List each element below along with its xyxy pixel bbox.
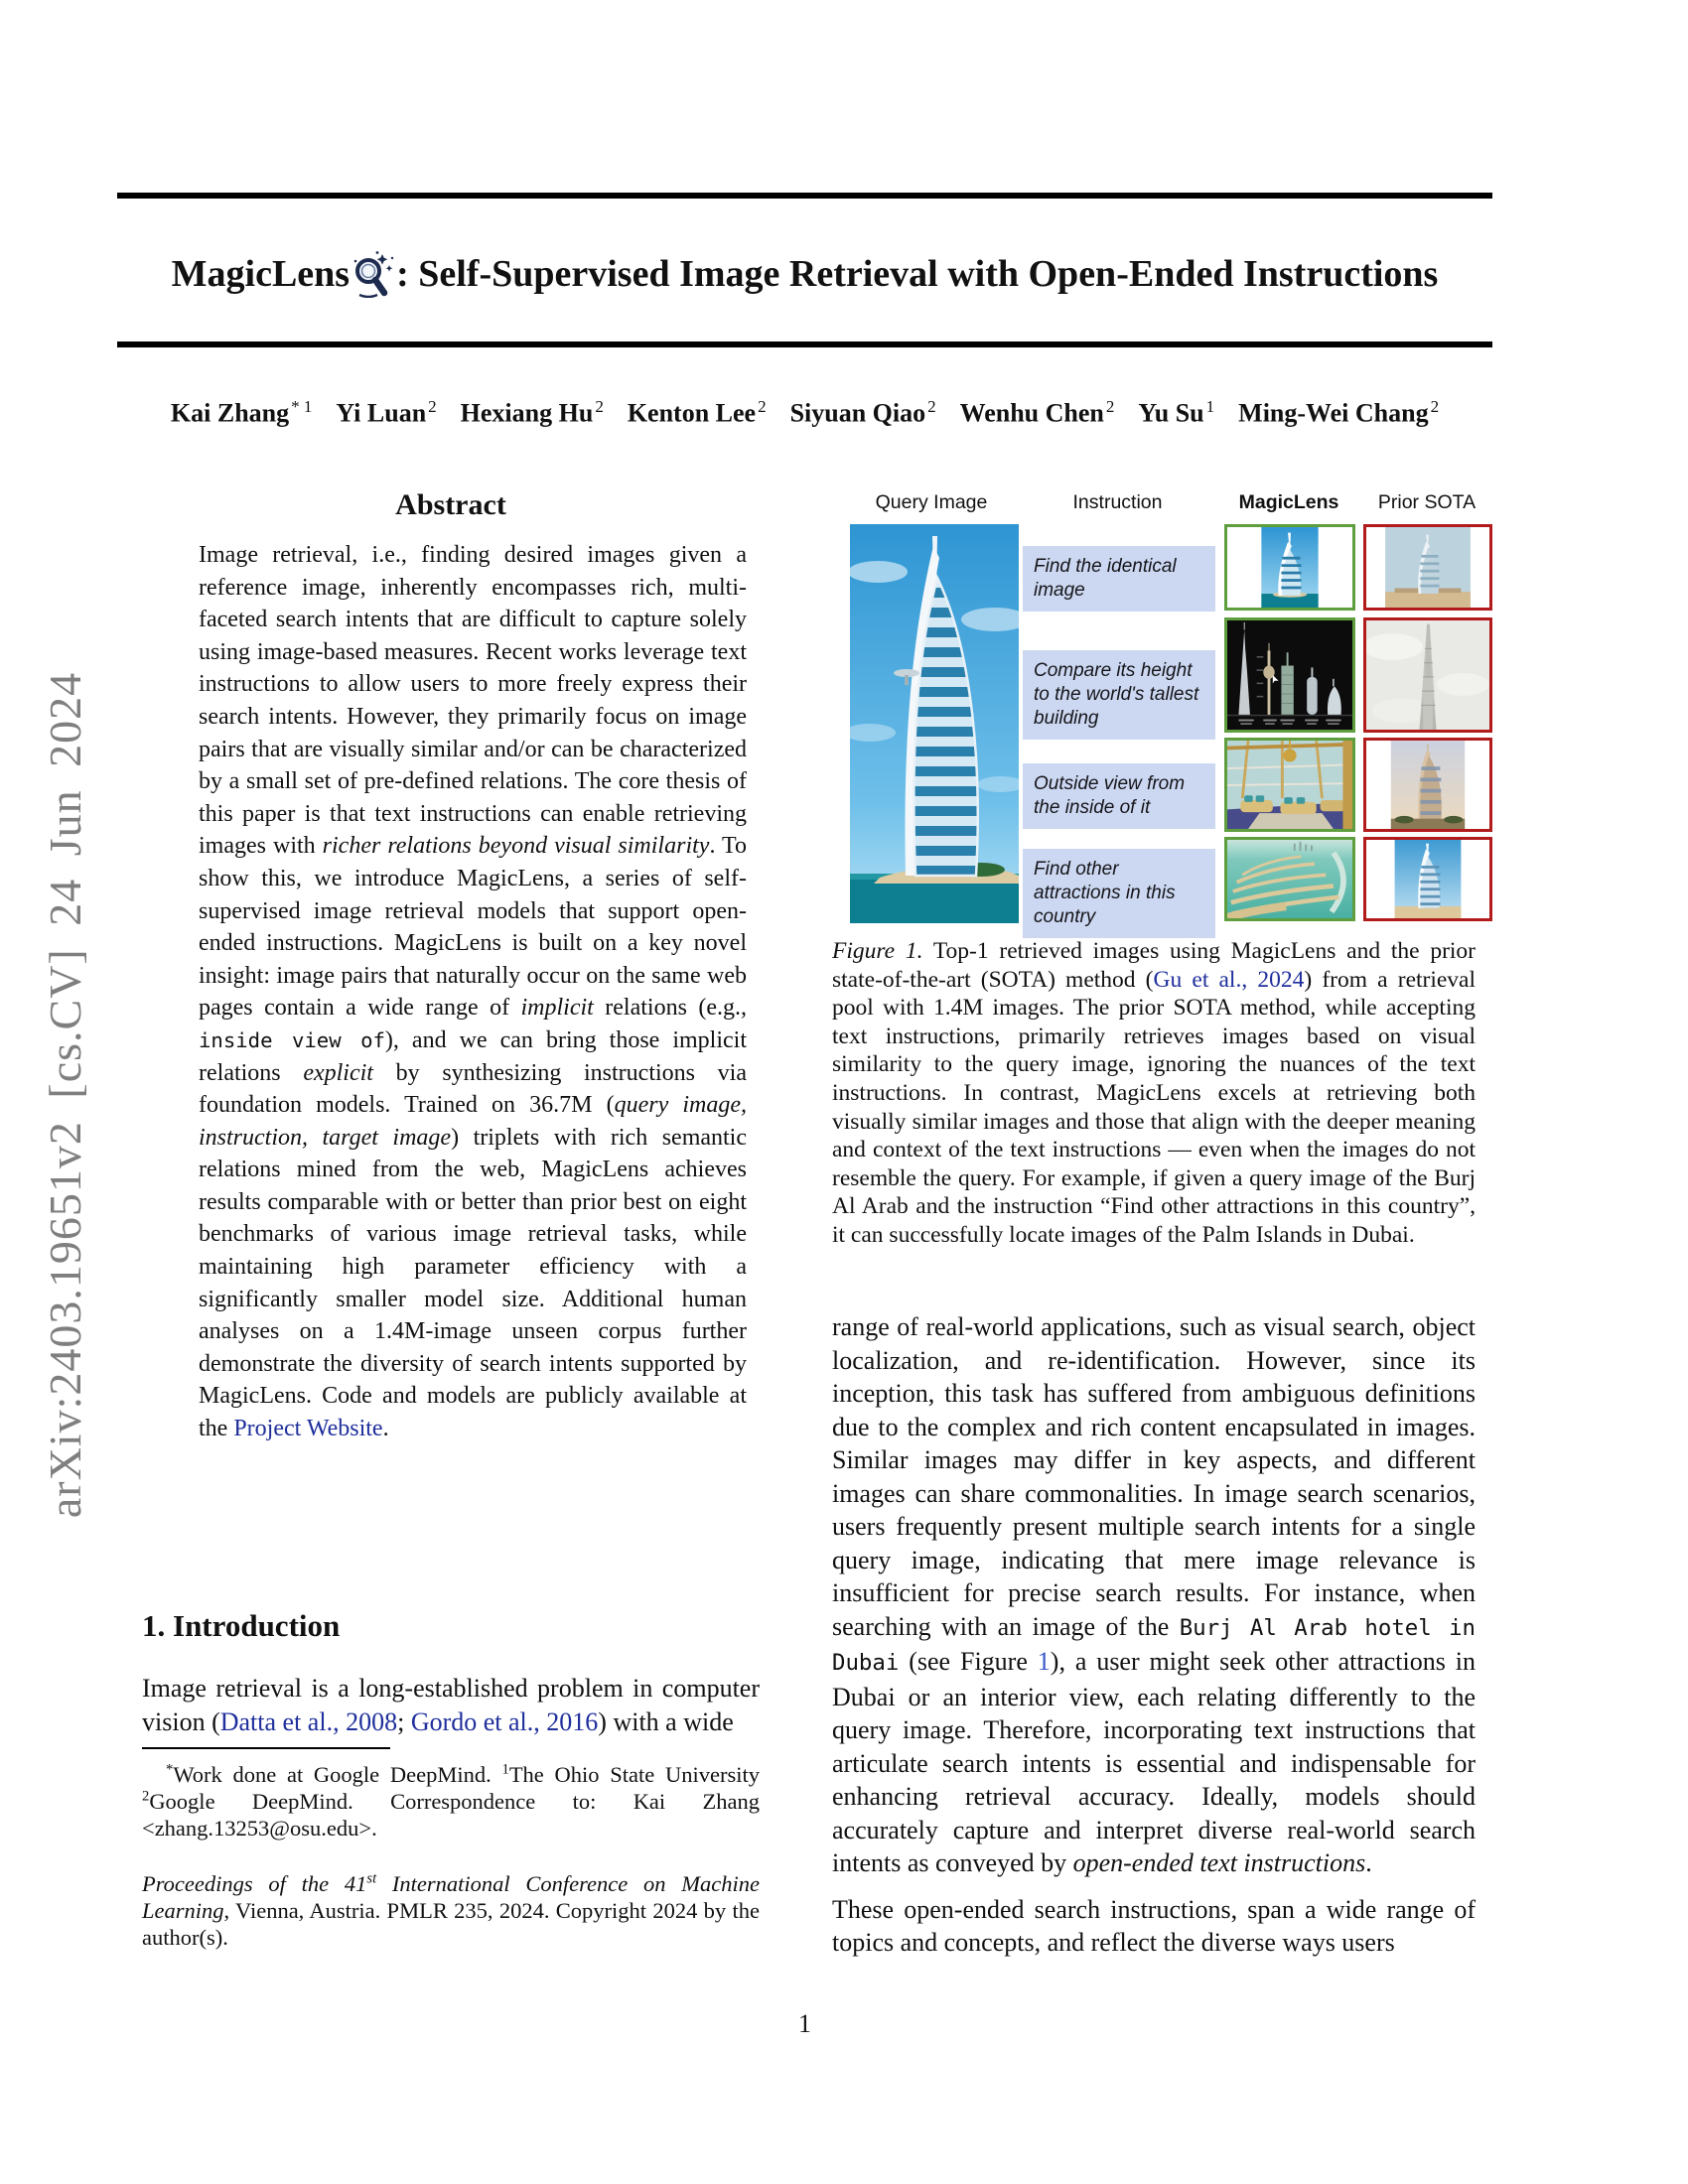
- citation-link[interactable]: Gordo et al., 2016: [410, 1706, 599, 1736]
- hotel-interior-window-view-photo: [1227, 741, 1352, 829]
- figure-col-header-query-image: Query Image: [875, 491, 988, 513]
- burj-al-arab-identical-photo: [1227, 527, 1352, 608]
- magiclens-result-4: [1224, 837, 1355, 921]
- figure-col-header-magiclens: MagicLens: [1238, 491, 1339, 513]
- instruction-label-3: Outside view from the inside of it: [1023, 763, 1215, 829]
- page-number: 1: [798, 2009, 811, 2038]
- author-name: Kai Zhang: [170, 398, 290, 428]
- instruction-label-1: Find the identical image: [1023, 546, 1215, 612]
- burj-al-arab-query-photo: [850, 524, 1019, 923]
- prior-sota-result-3: [1363, 738, 1492, 832]
- author-affiliation-sup: 2: [927, 397, 936, 416]
- intro-paragraph: Image retrieval is a long-established problem in computer vision (Datta et al., 2008; Gordo et al., 2016) with a wide: [142, 1674, 760, 1736]
- burj-al-arab-photo: [1366, 527, 1489, 608]
- paper-title-post: : Self-Supervised Image Retrieval with Open-Ended Instructions: [396, 253, 1439, 295]
- figure-col-header-prior-sota: Prior SOTA: [1377, 491, 1477, 513]
- author-affiliation-sup: 2: [428, 397, 437, 416]
- instruction-label-4: Find other attractions in this country: [1023, 849, 1215, 938]
- figure-1: [832, 491, 1476, 933]
- footnote: *Work done at Google DeepMind. $^1$The Ohio State University $^2$Google DeepMind. Correspondence to: Kai Zhang <zhang.13253@osu.edu>.: [142, 1761, 760, 1841]
- author-affiliation-sup: 2: [595, 397, 604, 416]
- magiclens-result-3: [1224, 738, 1355, 832]
- author-affiliation-sup: 1: [1205, 397, 1215, 416]
- author-name: Hexiang Hu: [460, 398, 594, 428]
- citation-link[interactable]: Gu et al., 2024: [1153, 966, 1305, 993]
- proceedings-note: Proceedings of the 41st International Conference on Machine Learning, Vienna, Austria. PMLR 235, 2024. Copyright 2024 by the author(s).: [142, 1870, 760, 1950]
- author-name: Yi Luan: [336, 398, 427, 428]
- paper-title-pre: MagicLens: [171, 253, 351, 295]
- figure-caption: Figure 1. Top-1 retrieved images using MagicLens and the prior state-of-the-art (SOTA) method (Gu et al., 2024) from a retrieval pool with 1.4M images. The prior SOTA method, while accepting text instructions, primarily retrieves images based on visual similarity to the query image, ignoring the nuances of the text instructions. In contrast, MagicLens excels at retrieving both visually similar images and those that align with the deeper meaning and context of the text instructions — even when the images do not resemble the query. For example, if given a query image of the Burj Al Arab and the instruction “Find other attractions in this country”, it can successfully locate images of the Palm Islands in Dubai.: [832, 938, 1477, 1248]
- citation-link[interactable]: Project Website: [233, 1416, 383, 1442]
- prior-sota-result-4: [1363, 837, 1492, 921]
- body-paragraph-1: range of real-world applications, such as visual search, object localization, and re-identification. However, since its inception, this task has suffered from ambiguous definitions due to the complex and rich content encapsulated in images. Similar images may differ in key aspects, and different images can share commonalities. In image search scenarios, users frequently present multiple search intents for a single query image, indicating that mere image relevance is insufficient for precise search results. For instance, when searching with an image of the Burj Al Arab hotel in Dubai (see Figure 1), a user might seek other attractions in Dubai or an interior view, each relating differently to the query image. Therefore, incorporating text instructions that articulate search intents is essential and indispensable for enhancing retrieval accuracy. Ideally, models should accurately capture and interpret diverse real-world search intents as conveyed by open-ended text instructions.: [832, 1312, 1476, 1877]
- burj-al-arab-dusk-photo: [1366, 741, 1489, 829]
- author-name: Ming-Wei Chang: [1238, 398, 1429, 428]
- author-affiliation-sup: * 1: [291, 397, 313, 416]
- skyscraper-height-comparison-chart: [1227, 620, 1352, 730]
- author-affiliation-sup: 2: [1105, 397, 1115, 416]
- paper-title: [117, 250, 1492, 308]
- right-column-body: [832, 1310, 1476, 1960]
- arxiv-watermark: arXiv:2403.19651v2 [cs.CV] 24 Jun 2024: [40, 671, 90, 1519]
- figure-col-header-instruction: Instruction: [1072, 491, 1163, 513]
- prior-sota-result-1: [1363, 524, 1492, 611]
- citation-link[interactable]: Datta et al., 2008: [219, 1706, 398, 1736]
- author-name: Siyuan Qiao: [789, 398, 926, 428]
- magiclens-result-2: [1224, 617, 1355, 733]
- section-heading-introduction: 1. Introduction: [142, 1608, 341, 1643]
- burj-al-arab-beach-photo: [1366, 840, 1489, 918]
- figure-ref-link[interactable]: 1: [1037, 1647, 1051, 1676]
- author-name: Yu Su: [1138, 398, 1204, 428]
- author-name: Wenhu Chen: [959, 398, 1104, 428]
- palm-islands-aerial-photo: [1227, 840, 1352, 918]
- author-list: [117, 397, 1492, 429]
- author-affiliation-sup: 2: [758, 397, 767, 416]
- title-rule-top: [117, 193, 1492, 199]
- prior-sota-result-2: [1363, 617, 1492, 733]
- burj-khalifa-spire-photo: [1366, 620, 1489, 730]
- body-paragraph-2: These open-ended search instructions, span a wide range of topics and concepts, and reflect the diverse ways users: [832, 1894, 1476, 1957]
- magnifying-glass-sparkles-icon: [351, 250, 394, 308]
- footnote-rule: [142, 1747, 390, 1749]
- author-affiliation-sup: 2: [1430, 397, 1440, 416]
- author-name: Kenton Lee: [627, 398, 757, 428]
- query-image: [850, 524, 1019, 923]
- instruction-label-2: Compare its height to the world's tallest building: [1023, 650, 1215, 740]
- title-rule-bottom: [117, 341, 1492, 347]
- abstract-body: Image retrieval, i.e., finding desired images given a reference image, inherently encompasses rich, multi-faceted search intents that are difficult to capture solely using image-based measures. Recent works leverage text instructions to allow users to more freely express their search intents. However, they primarily focus on image pairs that are visually similar and/or can be characterized by a small set of pre-defined relations. The core thesis of this paper is that text instructions can enable retrieving images with richer relations beyond visual similarity. To show this, we introduce MagicLens, a series of self-supervised image retrieval models that support open-ended instructions. MagicLens is built on a key novel insight: image pairs that naturally occur on the same web pages contain a wide range of implicit relations (e.g., inside view of), and we can bring those implicit relations explicit by synthesizing instructions via foundation models. Trained on 36.7M (query image, instruction, target image) triplets with rich semantic relations mined from the web, MagicLens achieves results comparable with or better than prior best on eight benchmarks of various image retrieval tasks, while maintaining high parameter efficiency with a significantly smaller model size. Additional human analyses on a 1.4M-image unseen corpus further demonstrate the diversity of search intents supported by MagicLens. Code and models are publicly available at the Project Website.: [199, 542, 748, 1442]
- magiclens-result-1: [1224, 524, 1355, 611]
- abstract-heading: Abstract: [395, 488, 506, 521]
